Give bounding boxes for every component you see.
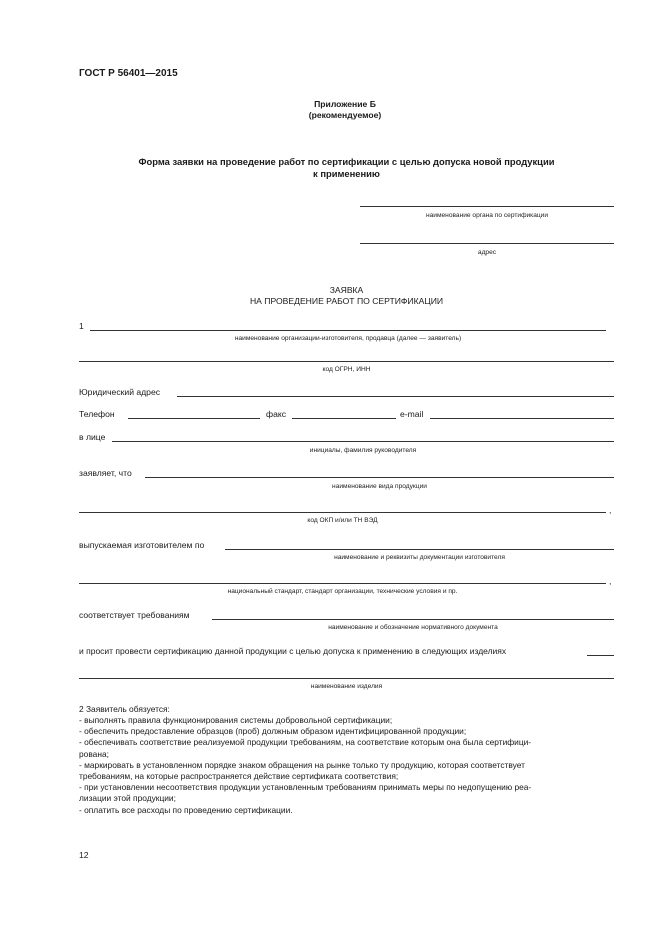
appendix-title: Приложение Б [314, 99, 376, 109]
okp-comma: , [609, 505, 612, 515]
commitment-item: лизации этой продукции; [79, 793, 176, 804]
commitment-item: рована; [79, 748, 109, 759]
person-caption: инициалы, фамилия руководителя [309, 447, 417, 454]
legal-address-label: Юридический адрес [79, 387, 161, 397]
commitment-item: - при установлении несоответствия продукции установленным требованиям принимать меры по недопущению реа- [79, 782, 532, 793]
manufacturer-docs-line [225, 549, 614, 550]
product-name-line [79, 678, 614, 679]
certification-body-line [360, 206, 614, 207]
form-title-line2: к применению [313, 168, 380, 179]
normative-doc-line [212, 619, 614, 620]
produced-label: выпускаемая изготовителем по [79, 540, 205, 550]
ogrn-caption: код ОГРН, ИНН [322, 366, 371, 373]
product-type-caption: наименование вида продукции [332, 483, 427, 490]
conforms-label: соответствует требованиям [79, 610, 190, 620]
email-line [430, 418, 614, 419]
product-name-caption: наименование изделия [310, 683, 383, 690]
commitment-item: - обеспечить предоставление образцов (проб) должным образом идентифицированной продукции; [79, 726, 467, 737]
standard-caption: национальный стандарт, стандарт организации, технические условия и пр. [227, 588, 458, 595]
standard-comma: , [609, 576, 612, 586]
appendix-type: (рекомендуемое) [308, 110, 382, 120]
form-title-line1: Форма заявки на проведение работ по сертификации с целью допуска новой продукции [138, 156, 555, 167]
applicant-caption: наименование организации-изготовителя, продавца (далее — заявитель) [234, 335, 462, 342]
application-title-line1: ЗАЯВКА [329, 285, 364, 295]
okp-line [79, 512, 606, 513]
document-number: ГОСТ Р 56401—2015 [79, 68, 178, 79]
certification-body-caption: наименование органа по сертификации [425, 212, 549, 219]
standard-line [79, 583, 606, 584]
email-label: e-mail [400, 409, 424, 419]
legal-address-line [177, 396, 614, 397]
declares-label: заявляет, что [79, 468, 132, 478]
applicant-line [90, 330, 606, 331]
request-label: и просит провести сертификацию данной продукции с целью допуска к применению в следующих изделиях [79, 646, 507, 656]
commitments-heading: 2 Заявитель обязуется: [79, 704, 170, 714]
okp-caption: код ОКП и/или ТН ВЭД [307, 517, 378, 524]
fax-label: факс [266, 409, 287, 419]
address-line [360, 243, 614, 244]
request-line-end [587, 655, 614, 656]
application-title-line2: НА ПРОВЕДЕНИЕ РАБОТ ПО СЕРТИФИКАЦИИ [249, 296, 444, 306]
phone-line [128, 418, 260, 419]
commitment-item: - обеспечивать соответствие реализуемой продукции требованиям, на соответствие которым она была сертифици- [79, 737, 532, 748]
phone-label: Телефон [79, 409, 115, 419]
fax-line [292, 418, 396, 419]
page-number: 12 [79, 850, 89, 860]
product-type-line [145, 477, 614, 478]
item-number: 1 [79, 321, 84, 331]
commitment-item: требованиям, на которые распространяется действие сертификата соответствия; [79, 771, 399, 782]
manufacturer-docs-caption: наименование и реквизиты документации изготовителя [334, 554, 505, 561]
commitment-item: - маркировать в установленном порядке знаком обращения на рынке только ту продукцию, которая соответствует [79, 759, 525, 770]
commitments-list [79, 715, 619, 816]
normative-doc-caption: наименование и обозначение нормативного документа [328, 624, 498, 631]
person-line [112, 441, 614, 442]
address-caption: адрес [477, 249, 497, 256]
ogrn-line [79, 361, 614, 362]
commitment-item: - оплатить все расходы по проведению сертификации. [79, 804, 293, 815]
commitment-item: - выполнять правила функционирования системы добровольной сертификации; [79, 715, 393, 725]
person-label: в лице [79, 432, 106, 442]
